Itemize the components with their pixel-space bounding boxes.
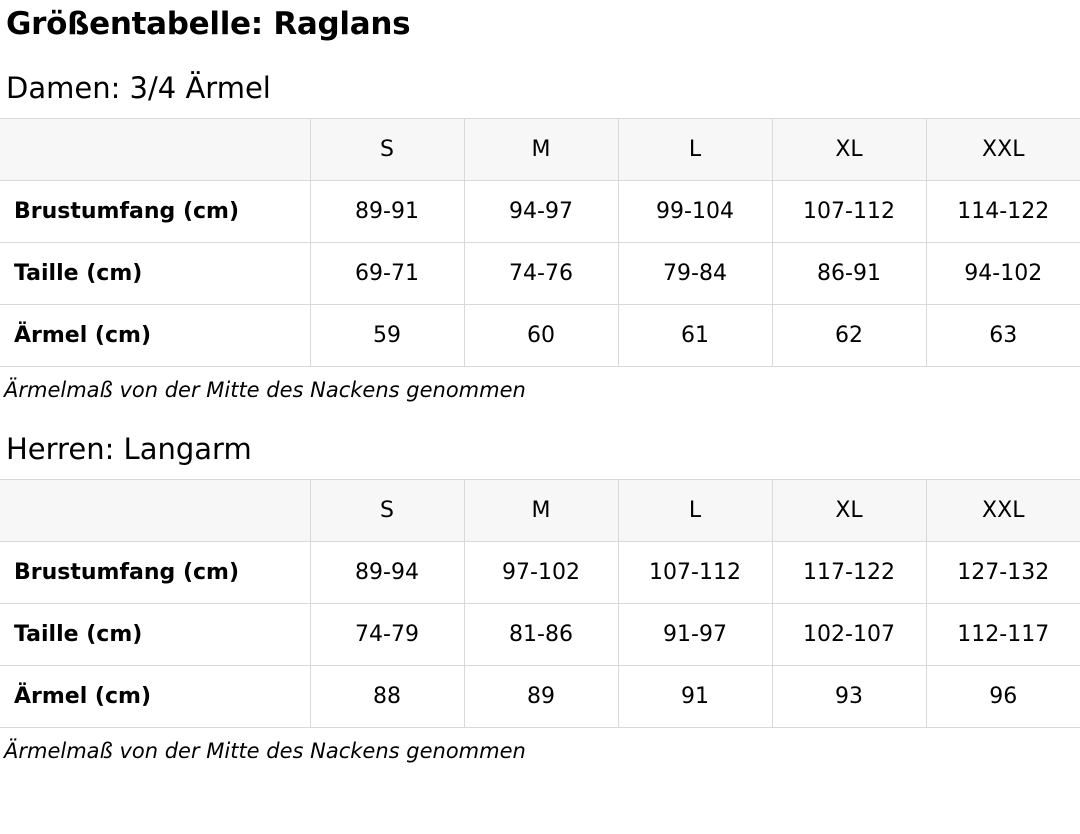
cell-waist-s: 74-79	[310, 604, 464, 666]
column-header-xxl: XXL	[926, 118, 1080, 180]
cell-waist-l: 79-84	[618, 242, 772, 304]
table-header-row	[0, 118, 1080, 180]
row-label-chest: Brustumfang (cm)	[0, 542, 310, 604]
table-corner-cell	[0, 480, 310, 542]
cell-chest-l: 99-104	[618, 180, 772, 242]
cell-sleeve-xl: 62	[772, 304, 926, 366]
table-row	[0, 542, 1080, 604]
cell-chest-s: 89-94	[310, 542, 464, 604]
table-row	[0, 666, 1080, 728]
cell-waist-s: 69-71	[310, 242, 464, 304]
row-label-sleeve: Ärmel (cm)	[0, 666, 310, 728]
cell-chest-m: 97-102	[464, 542, 618, 604]
column-header-l: L	[618, 480, 772, 542]
row-label-waist: Taille (cm)	[0, 242, 310, 304]
cell-chest-m: 94-97	[464, 180, 618, 242]
cell-waist-xl: 86-91	[772, 242, 926, 304]
cell-sleeve-l: 61	[618, 304, 772, 366]
cell-chest-s: 89-91	[310, 180, 464, 242]
page-title: Größentabelle: Raglans	[6, 6, 411, 42]
table-corner-cell	[0, 118, 310, 180]
row-label-waist: Taille (cm)	[0, 604, 310, 666]
cell-waist-l: 91-97	[618, 604, 772, 666]
cell-chest-xxl: 127-132	[926, 542, 1080, 604]
table-header-women	[0, 118, 1080, 180]
size-table-women	[0, 118, 1080, 367]
column-header-m: M	[464, 118, 618, 180]
size-table-men	[0, 479, 1080, 728]
cell-waist-xl: 102-107	[772, 604, 926, 666]
size-chart-page	[0, 6, 1080, 834]
cell-waist-m: 81-86	[464, 604, 618, 666]
cell-chest-xxl: 114-122	[926, 180, 1080, 242]
cell-waist-xxl: 94-102	[926, 242, 1080, 304]
table-row	[0, 242, 1080, 304]
column-header-xl: XL	[772, 480, 926, 542]
table-row	[0, 604, 1080, 666]
cell-sleeve-s: 59	[310, 304, 464, 366]
column-header-s: S	[310, 118, 464, 180]
section-heading-men: Herren: Langarm	[6, 432, 252, 467]
cell-sleeve-xxl: 96	[926, 666, 1080, 728]
cell-sleeve-m: 89	[464, 666, 618, 728]
sleeve-measure-note-women: Ärmelmaß von der Mitte des Nackens genommen	[4, 377, 526, 402]
cell-sleeve-xxl: 63	[926, 304, 1080, 366]
cell-waist-xxl: 112-117	[926, 604, 1080, 666]
table-body-men	[0, 542, 1080, 728]
table-body-women	[0, 180, 1080, 366]
column-header-s: S	[310, 480, 464, 542]
row-label-sleeve: Ärmel (cm)	[0, 304, 310, 366]
cell-chest-l: 107-112	[618, 542, 772, 604]
column-header-xl: XL	[772, 118, 926, 180]
column-header-xxl: XXL	[926, 480, 1080, 542]
cell-waist-m: 74-76	[464, 242, 618, 304]
cell-sleeve-l: 91	[618, 666, 772, 728]
cell-sleeve-s: 88	[310, 666, 464, 728]
section-heading-women: Damen: 3/4 Ärmel	[6, 71, 271, 106]
cell-sleeve-m: 60	[464, 304, 618, 366]
column-header-l: L	[618, 118, 772, 180]
cell-chest-xl: 107-112	[772, 180, 926, 242]
column-header-m: M	[464, 480, 618, 542]
table-row	[0, 304, 1080, 366]
table-row	[0, 180, 1080, 242]
cell-sleeve-xl: 93	[772, 666, 926, 728]
cell-chest-xl: 117-122	[772, 542, 926, 604]
row-label-chest: Brustumfang (cm)	[0, 180, 310, 242]
table-header-row	[0, 480, 1080, 542]
sleeve-measure-note-men: Ärmelmaß von der Mitte des Nackens genommen	[4, 739, 526, 764]
table-header-men	[0, 480, 1080, 542]
